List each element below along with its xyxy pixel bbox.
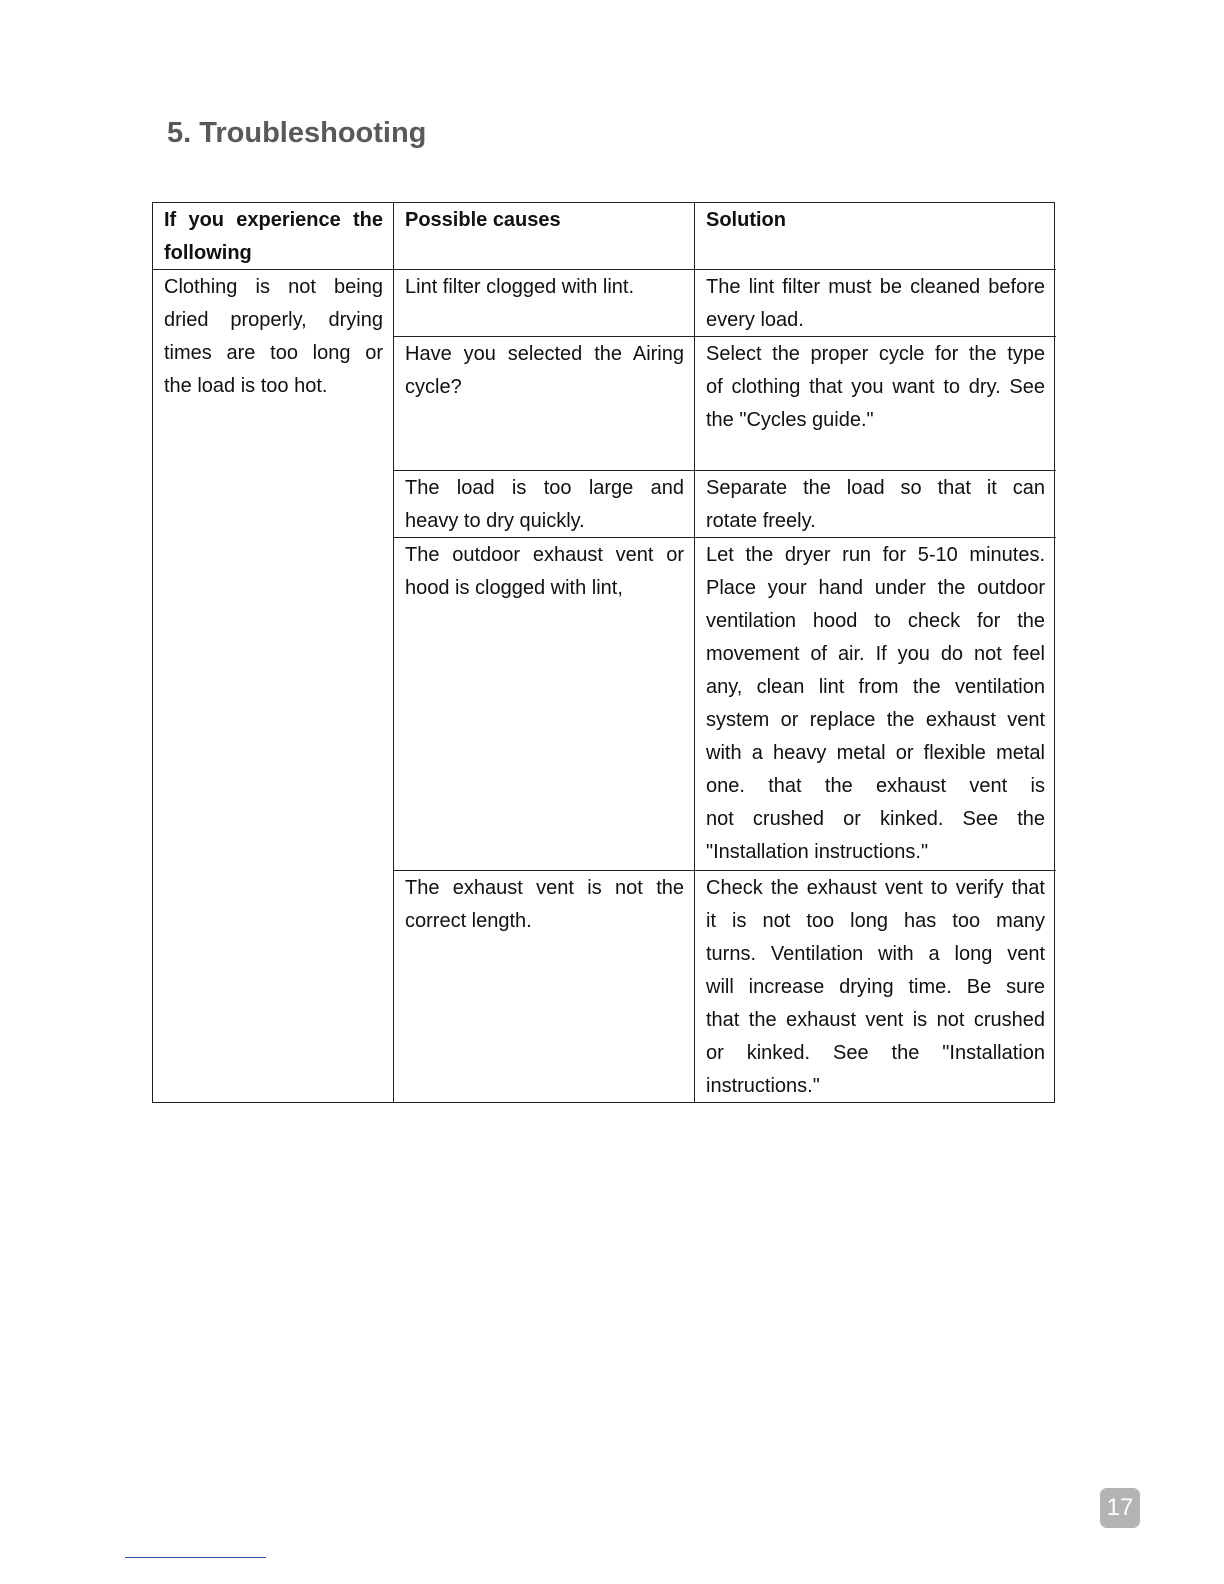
cell-text-line: movement of air. If you do not feel [706,643,1045,665]
solution-cell [706,338,1045,437]
solution-cell [706,872,1045,1103]
cell-text-line: times are too long or [164,342,383,364]
cell-text-line: The load is too large and [405,477,684,499]
cell-text-line: dried properly, drying [164,309,383,331]
problem-cell [164,271,383,403]
solution-cell [706,472,1045,538]
header-solution [706,204,1045,237]
cell-text-line: or kinked. See the "Installation [706,1042,1045,1064]
cell-text-line: the load is too hot. [164,375,328,397]
cell-text-line: Possible causes [405,209,561,231]
cell-text-line: system or replace the exhaust vent [706,709,1045,731]
cell-text-line: ventilation hood to check for the [706,610,1045,632]
cell-text-line: one. that the exhaust vent is [706,775,1045,797]
cell-text-line: Let the dryer run for 5-10 minutes. [706,544,1045,566]
cell-text-line: Separate the load so that it can [706,477,1045,499]
cell-text-line: The lint filter must be cleaned before [706,276,1045,298]
cell-text-line: Solution [706,209,786,231]
cell-text-line: the "Cycles guide." [706,409,874,431]
cell-text-line: of clothing that you want to dry. See [706,376,1045,398]
cell-text-line: The exhaust vent is not the [405,877,684,899]
footnote-divider [125,1557,266,1558]
column-divider [694,203,695,1102]
cause-cell [405,338,684,404]
header-causes [405,204,684,237]
section-title: 5. Troubleshooting [167,117,427,149]
cell-text-line: not crushed or kinked. See the [706,808,1045,830]
cell-text-line: following [164,242,252,264]
row-divider [394,870,1056,871]
cell-text-line: every load. [706,309,804,331]
cell-text-line: instructions." [706,1075,820,1097]
cell-text-line: The outdoor exhaust vent or [405,544,684,566]
cell-text-line: "Installation instructions." [706,841,929,863]
cell-text-line: that the exhaust vent is not crushed [706,1009,1045,1031]
row-divider [394,470,1056,471]
cell-text-line: Select the proper cycle for the type [706,343,1045,365]
cell-text-line: it is not too long has too many [706,910,1045,932]
cell-text-line: Lint filter clogged with lint. [405,276,635,298]
cell-text-line: If you experience the [164,209,383,231]
page-number-badge: 17 [1100,1488,1140,1528]
cell-text-line: Clothing is not being [164,276,383,298]
troubleshooting-table [152,202,1055,1103]
header-symptom [164,204,383,270]
cell-text-line: Check the exhaust vent to verify that [706,877,1045,899]
cell-text-line: Place your hand under the outdoor [706,577,1045,599]
cell-text-line: Have you selected the Airing [405,343,684,365]
cell-text-line: turns. Ventilation with a long vent [706,943,1045,965]
cell-text-line: correct length. [405,910,532,932]
cause-cell [405,539,684,605]
cell-text-line: hood is clogged with lint, [405,577,623,599]
column-divider [393,203,394,1102]
cause-cell [405,872,684,938]
cause-cell [405,271,684,304]
cause-cell [405,472,684,538]
cell-text-line: cycle? [405,376,462,398]
cell-text-line: will increase drying time. Be sure [706,976,1045,998]
cell-text-line: any, clean lint from the ventilation [706,676,1045,698]
solution-cell [706,539,1045,869]
cell-text-line: with a heavy metal or flexible metal [706,742,1045,764]
cell-text-line: heavy to dry quickly. [405,510,585,532]
solution-cell [706,271,1045,337]
cell-text-line: rotate freely. [706,510,816,532]
